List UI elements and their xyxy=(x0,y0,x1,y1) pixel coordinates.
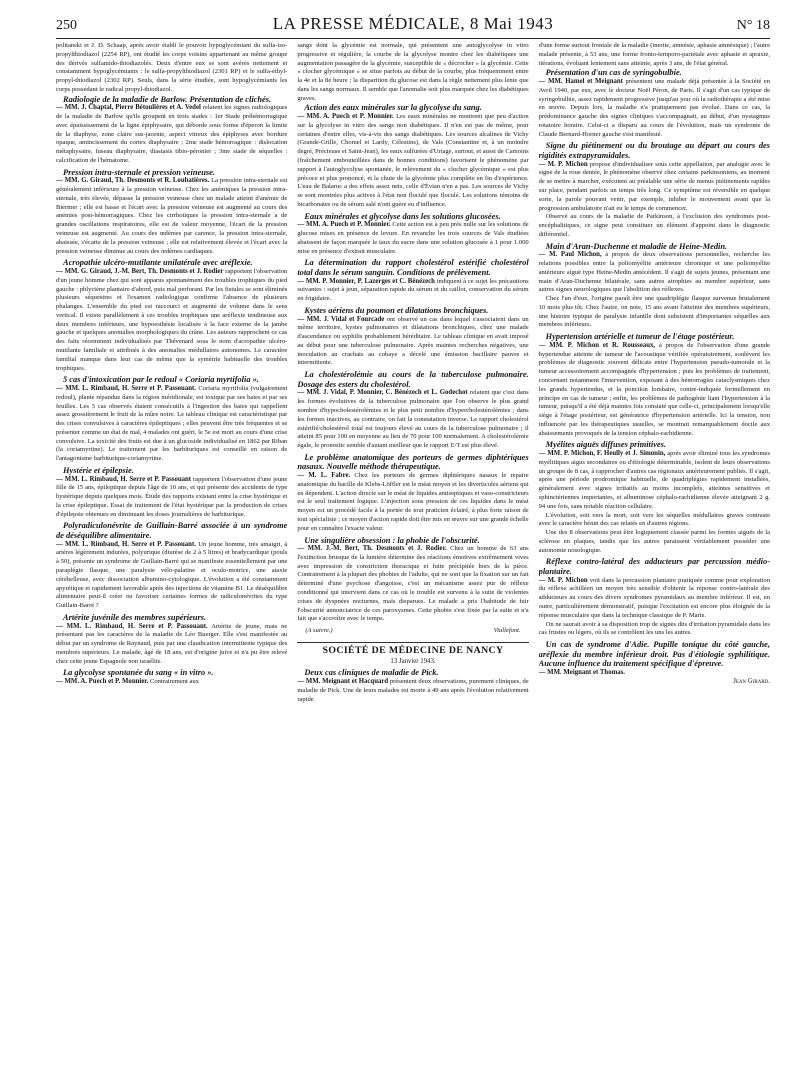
abstract-title: La glycolyse spontanée du sang « in vitro ». xyxy=(63,668,214,678)
abstract-body: Observé au cours de la maladie de Parkinson, à l'exclusion des syndromes post-encéphalitiques, ce signe peut constituer un élément d'appoint dans le diagnostic différentiel. xyxy=(538,213,770,238)
abstract-body: rapportent l'observation d'un jeune homme chez qui sont apparus spontanément des troubles trophiques du pied gauche : phlyctène plantaire d'abord, puis mal perforant. Par les fistules se sont éliminés plusieurs séquestres et l'examen radiologique confirme l'absence de plusieurs phalanges. L'ensemble du pied est raccourci et augmenté de volume dans le sens vertical. Il existe parallèlement à ces troubles trophiques une aréflexie tendineuse aux deux membres inférieurs, une hypoesthésie localisée à la face externe de la jambe gauche et quelques anomalies morphologiques du crâne. Les auteurs rapprochent ce cas des faits récemment individualisés par Thévenard sous le nom d'acropathie ulcéro-mutilante familiale et attribués à des anomalies médullaires autonomes. Le caractère familial manque dans leur cas de même que la symétrie habituelle des troubles trophiques. xyxy=(56,267,288,372)
abstract-title: La détermination du rapport cholestérol estérifié cholestérol total dans le sérum sanguin. Conditions de prélèvement. xyxy=(297,258,529,277)
abstract-authors: — MM. G. Giraud, J.-M. Bert, Th. Desmonts et J. Rodier xyxy=(56,267,224,275)
abstract-barlow xyxy=(56,95,287,166)
abstract-authors: — MM. J. Vidal et Fourcade xyxy=(297,315,385,323)
column-2 xyxy=(297,42,528,1072)
abstract-body: indiquent à ce sujet les précautions suivantes : sujet à jeun, séparation rapide du sérum et du caillot, conservation du sérum en frigidaire. xyxy=(297,277,529,303)
abstract-authors: — MM. A. Puech et P. Monnier. xyxy=(297,113,394,121)
abstract-title: Une singulière obsession : la phobie de l'obscurité. xyxy=(304,535,480,545)
abstract-title: Artérite juvénile des membres supérieurs. xyxy=(63,612,207,622)
abstract-authors: — MM. Meignant et Thomas. xyxy=(538,668,625,676)
abstract-body: Coriaria myrtifolia (vulgairement redoul), plante répandue dans la région méridionale, est toxique par ses baies et par ses feuilles. Les 5 cas observés étaient consécutifs à l'ingestion des baies qui rappellent assez grossièrement le fruit de la mûre noire. Le tableau clinique est caractéristique par des crises convulsives à caractères épileptiques ; elles peuvent être très fréquentes et se présenter comme un état de mal, 4 malades ont guéri, le 5e est mort au cours d'une crise convulsive. La toxicité des fruits est due à un glucoside individualisé en 1862 par Riban (la coriamyrtine). Le traitement par les barbituriques est conseillé en raison de l'antagonisme barbiturique-coriamyrtine. xyxy=(56,384,288,463)
abstract-title: Réflexe contro-latéral des adducteurs par percussion médio-plantaire. xyxy=(538,557,770,576)
to-be-continued: (A suivre.) xyxy=(305,627,333,635)
abstract-title: La cholestérolémie au cours de la tuberculose pulmonaire. Dosage des esters du cholestérol. xyxy=(297,370,529,389)
abstract-body: Cette action est à peu près nulle sur les solutions de glucose mises en présence de levure. En revanche les trois sources de Vals étudiées abaissent de façon marquée le taux du sucre dans une solution glucosée à 1 pour 1.000 mise en présence d'extrait musculaire. xyxy=(297,221,529,255)
abstract-title: Eaux minérales et glycolyse dans les solutions glucosées. xyxy=(304,211,501,221)
abstract-body: après avoir éliminé tous les syndromes myélitiques aigus secondaires ou d'étiologie déterminable, isolent de leurs observations un groupe de 8 cas, à rapprocher d'autres cas régionaux antérieurement publiés. Il s'agit, après une période prodromique habituelle, de quadriplégies rapidement installées, généralement avec signes irritatifs au moins incomplets, atteintes sensitives et sphinctériennes importantes, et albuminose céphalo-rachidienne élevée atteignant 2 g. 94 une fois, sans notable réaction cellulaire. xyxy=(538,450,770,510)
abstract-body: Chez l'un d'eux, l'origine paraît être une quadriplégie flasque survenue brutalement 10 mois plus tôt. Chez l'autre, on note, 15 ans avant l'atteinte des membres supérieurs, une histoire typique de paralysie infantile dont subsistent d'importantes séquelles aux membres inférieurs. xyxy=(538,295,770,329)
abstract-title: Main d'Aran-Duchenne et maladie de Heine-Medin. xyxy=(545,241,728,251)
abstract-kystes xyxy=(297,306,528,368)
abstract-authors: — MM. Hamel et Meignant xyxy=(538,77,623,85)
abstract-body: L'évolution, soit vers la mort, soit vers les séquelles médullaires graves contraste avec le caractère bénin des cas relatés en d'autres régions. xyxy=(538,511,770,528)
abstract-authors: — MM. P. Michon, F. Heully et J. Simonin, xyxy=(538,450,666,458)
abstract-authors: — M. P. Michon xyxy=(538,160,588,168)
abstract-title: Polyradiculonévrite de Guillain-Barré associée à un syndrome de déséquilibre alimentaire. xyxy=(56,521,288,541)
abstract-title: Hystérie et épilepsie. xyxy=(63,465,134,475)
abstract-authors: — MM. L. Rimbaud, H. Serre et P. Passouant. xyxy=(56,384,196,392)
abstract-obscurite xyxy=(297,536,528,625)
column-continuation: sangs dont la glycémie est normale, qui présentent une autoglycolyse in vitro progressive et régulière, la courbe de la glycolyse montre chez les diabétiques une augmentation passagère de la glycémie, susceptible de « décrocher » la glycémie. Cette « clocher glycémique » se situe parfois au début de la courbe, plus fréquemment entre la 4e et la 8e heure ; la disparition du glucose est dans la règle nettement plus lente que dans les sangs normaux. Il semble que l'anomalie soit plus marquée chez les diabétiques graves. xyxy=(297,42,529,102)
column-continuation: d'une forme surtout frontale de la maladie (inertie, amnésie, aphasie amnésique) ; l'autre malade présente, à 53 ans, une forme fronto-temporo-pariétale avec aphasie et apraxie, itérations, évoluant lentement sans atteinte, après 3 ans, de l'état général. xyxy=(538,42,770,67)
signoff-name: Viallefont. xyxy=(493,627,521,635)
abstract-arterite xyxy=(56,613,287,667)
abstract-reflexe xyxy=(539,557,770,638)
abstract-body: présentent deux observations, purement cliniques, de maladie de Pick. Une de leurs malades est morte à 49 ans après l'évolution relativement rapide xyxy=(297,678,529,703)
abstract-title: Myélites aiguës diffuses primitives. xyxy=(545,440,667,450)
signature: Jean Girard. xyxy=(733,677,770,685)
abstract-hysterie xyxy=(56,466,287,520)
abstract-title: 5 cas d'intoxication par le redoul « Coriaria myrtifolia ». xyxy=(63,375,259,385)
abstract-diphteriques xyxy=(297,453,528,534)
abstract-authors: — MM. L. Rimbaud, H. Serre et P. Passouant. xyxy=(56,622,208,630)
abstract-body: Un jeune homme, très amaigri, à artères légèrement indurées, polyurique (diurèse de 2 à 5 litres) et bradycardique (pouls à 50), présente un syndrome de Guillain-Barré qui se manifeste essentiellement par une paraplégie flasque, une paralysie vélo-palatine et oculo-motrice, une ataxie cérébelleuse, avec dissociation albumino-cytologique. L'évolution a été constamment apyrétique et rapidement favorable après des injections de vitamine B1. Le déséquilibre alimentaire peut-il créer ou favoriser certaines formes de radiculonévrites du type Guillain-Barré ? xyxy=(56,540,288,610)
abstract-title: Pression intra-sternale et pression veineuse. xyxy=(63,167,215,177)
abstract-body: Artérite de jeune, mais ne présentant pas les caractères de la maladie de Léo Buerger. Elle s'est manifestée au début par un syndrome de Raynaud, puis par une claudication intermittente typique des membres supérieurs. Le malade, âgé de 18 ans, est d'origine juive et n'a pu être relevé chez cette jeune Espagnole non israélite. xyxy=(56,622,288,665)
abstract-title: Radiologie de la maladie de Barlow. Présentation de clichés. xyxy=(63,94,272,104)
text-columns xyxy=(56,42,770,1072)
abstract-body: Chez les porteurs de germes diphtériques nasaux le repaire anatomique du bacille de Klebs-Löffler est le méat moyen et les diverticules aériens qui en dépendent. L'action directe sur le méat de liquides antiseptiques et vaso-constricteurs est le seul traitement logique. L'injection sous pression de ces liquides dans le méat moyen est un procédé facile à la portée de tout praticien éclairé, à plus forte raison de tout spécialiste ; ce moyen d'action rapide doit être mis en œuvre sur une grande échelle pour en connaître l'exacte valeur. xyxy=(297,472,529,532)
abstract-body: voit dans la percussion plantaire pratiquée comme pour exploration du réflexe achilléen un moyen très sensible d'obtenir la réponse contro-latérale des adducteurs au cours des divers syndromes pyramidaux au membre inférieur. Il est, en outre, particulièrement démonstratif, puisque l'excitation est encore plus éloignée de la réponse musculaire que dans la technique classique de P. Marie. xyxy=(538,576,770,619)
abstract-authors: — M. L. Fabre. xyxy=(297,472,351,480)
abstract-eaux-minerales xyxy=(297,103,528,209)
abstract-body: Chez un homme de 63 ans l'extinction brusque de la lumière détermine des réactions émotives extrêmement vives avec impression de constriction thoracique et fuite précipitée hors de la pièce. Contrairement à la plupart des phobies de l'adulte, qui ne sont que la fixation sur un fait déterminé d'une psychose d'angoisse, c'est un mécanisme assez pur de réflexe conditionné qui intervient dans ce cas où le trouble est survenu à la suite de violentes crises de dyspnées nocturnes, mais disparues. Le malade a pris l'habitude de fuir l'obscurité annonciatrice de ces paroxysmes. Cette phobie s'est fixée par la suite et n'a fait que s'accroître avec le temps. xyxy=(297,545,529,623)
abstract-body: relatent les signes radiologiques de la maladie de Barlow qu'ils groupent en trois stades : 1er Stade préhémorragique avec épaississement de la ligne épiphysaire, qui déborde sous forme d'éperon la limite de la diaphyse, zone claire sus-jacente, aspect vitreux des épiphyses avec bordure opaque, amincissement du cortex diaphysaire ; 2me stade hémorragique : dislocation métaphysaire, fuseau diaphysaire, diastasis tibio-péronier ; 3me stade de séquelles : calcification de l'hématome. xyxy=(56,104,288,164)
column-3 xyxy=(539,42,770,1072)
signoff xyxy=(305,627,520,636)
abstract-authors: — MM. L. Rimbaud, H. Serre et P. Passouant xyxy=(56,475,192,483)
abstract-title: Kystes aériens du poumon et dilatations bronchiques. xyxy=(304,305,489,315)
abstract-authors: — M. Paul Michon, xyxy=(538,251,602,259)
column-continuation: politanski et J. D. Schaap, après avoir établi le pouvoir hypoglycémiant du sulfa-iso-propylthiodiazol (2254 RP), ont étudié les corps voisins appartenant au même groupe des dérivés sulfamido-thiodiazolés. Deux d'entre eux se sont avérés nettement et constamment hypoglycémiants : le sulfa-propylthiodiazol (2301 RP) et le sulfa-éthyl-propyl-thiodiazol (2302 RP). Seuls, dans la série étudiée, sont hypoglycémiants les corps possédant le radical propyl-thiodiazol. xyxy=(56,42,288,93)
society-heading xyxy=(297,642,528,667)
abstract-title: Présentation d'un cas de syringobulbie. xyxy=(545,68,682,78)
abstract-body: Une des 8 observations peut être logiquement classée parmi les formes aiguës de la sclérose en plaques, tandis que les autres paraissent véritablement posséder une autonomie nosologique. xyxy=(538,529,770,554)
abstract-body: Les eaux minérales ne montrent que peu d'action sur la glycolyse in vitro des sangs non diabétiques. Il n'en est pas de même, pour certaines d'entre elles, vis-à-vis des sangs diabétiques. Les sources alcalines de Vichy (Grande-Grille, Chomel et Lardy, Célestins), de Vals (Constantine et, à un moindre degré, Précieuse et Saint-Jean), les eaux sulfurées d'Uriage, surtout, et aussi de Camoins (fraîchement embouteillées dans de bonnes conditions) favorisent le phénomène par rapport à l'autoglycolyse spontanée, le relèvement du « clocher glycémique » est plus précoce et plus prononcé, et la chute de la glycémie plus complète en fin d'expérience. L'eau de Balaruc a des effets assez nets, celle d'Évian n'en a pas. Les sources de Vichy se sont montrées plus actives à l'état non floculé que floculé. Les solutions témoins de bicarbonates ou de sérum salé n'ont guère eu d'influence. xyxy=(297,113,529,208)
abstract-glycolyse xyxy=(56,668,287,686)
abstract-authors: — MM. Meignant et Hacquard xyxy=(297,678,389,686)
abstract-body: rapportent l'observation d'une jeune fille de 15 ans, épileptique depuis l'âge de 10 ans, et qui présente des accidents de type hystérique depuis quelques mois. Étude des rapports existant entre la crise hystérique et la crise épileptique. Essai de traitement de l'état hystérique par la production de crises d'épilepsie obtenues en diminuant les doses journalières de barbiturique. xyxy=(56,475,288,518)
journal-title: LA PRESSE MÉDICALE, 8 Mai 1943 xyxy=(272,14,554,33)
abstract-body: propose d'individualiser sous cette appellation, par analogie avec le signe de la roue dentée, le phénomène observé chez certains parkinsoniens, au moment de se mettre à marcher, exécutent au préalable une série de menus piétinements rapides sur place, pendant parfois un temps très long. Ce symptôme est réversible en quelque sorte, la parole pouvant venir, par exemple, inhiber le mouvement avant que la progression ambulatoire n'ait eu le temps de commencer. xyxy=(538,160,770,212)
society-date: 13 Janvier 1943. xyxy=(390,657,436,665)
running-header xyxy=(56,14,770,39)
abstract-guillain-barre xyxy=(56,521,287,610)
abstract-authors: — M. P. Michon xyxy=(538,576,588,584)
abstract-authors: — MM. P. Michon et R. Rousseaux, xyxy=(538,341,656,349)
abstract-syringobulbie xyxy=(539,68,770,139)
abstract-title: Acropathie ulcéro-mutilante unilatérale avec aréflexie. xyxy=(63,258,253,268)
abstract-body: On ne saurait avoir à sa disposition trop de signes dits d'irritation pyramidale dans les cas frustes ou légers, où ils se contrôlent les uns les autres. xyxy=(538,620,770,637)
abstract-myelites xyxy=(539,440,770,555)
abstract-pick xyxy=(297,668,528,704)
abstract-body: à propos de deux observations personnelles, recherche les relations possibles entre la poliomyélite antérieure chronique et une poliomyélite antérieure aiguë type Heine-Medin antécédent. Il s'agit de sujets jeunes, présentant une main d'Aran-Duchenne bilatérale, sans autres atrophies au membre supérieur, sans autres signes neurologiques que l'abolition des réflexes. xyxy=(538,251,770,294)
abstract-title: Deux cas cliniques de maladie de Pick. xyxy=(304,668,439,678)
abstract-body: ont observé un cas dans lequel s'associaient dans un même territoire, kystes pulmonaires et dilatations bronchiques, chez une malade d'ascendance ou syphilis probablement héréditaire. Le tableau clinique en avait imposé au début pour une tuberculose pulmonaire. Après maintes recherches négatives, une inoculation au crachats au cobaye a décelé une émission bacillaire pauvre et intermittente. xyxy=(297,315,529,367)
society-title: SOCIÉTÉ DE MÉDECINE DE NANCY xyxy=(297,642,528,656)
abstract-authors: — MM. J.-M. Bert, Th. Desmonts et J. Rodier. xyxy=(297,545,447,553)
abstract-acropathie xyxy=(56,258,287,373)
abstract-authors: — MM. J. Chaptal, Pierre Bétoulières et A. Vedel xyxy=(56,104,201,112)
abstract-title: Hypertension artérielle et tumeur de l'étage postérieur. xyxy=(545,332,735,342)
abstract-authors: — MM. J. Vidal, P. Monnier, C. Bénézech et L. Godechot xyxy=(297,389,468,397)
abstract-solutions-glucosees xyxy=(297,212,528,257)
abstract-body: à propos de l'observation d'une grande hypertendue atteinte de tumeur de l'acoustique vérifiée opératoirement, soulèvent les problèmes de diagnostic souvent délicats entre l'hypertension pseudo-tumorale et la tumeur accessoirement accompagnée d'hypertension ; puis les problèmes de traitement, concernant notamment l'intervention, exposant à des hémorragies cataclysmiques chez les grands hypertendus, et la ponction lombaire, contre-indiquée formellement en principe en cas de tumeur ; enfin, les problèmes de pathogénie liant l'hypertension à la tumeur, puisqu'il a été déjà maintes fois constaté que celle-ci, principalement lorsqu'elle siège à l'étage postérieur, est génératrice d'hypertension artérielle. Ici la tension, non influencée par les thérapeutiques usuelles, se montrait remarquablement docile aux abaissements provoqués de la tension céphalo-rachidienne. xyxy=(538,341,770,437)
abstract-aran-duchenne xyxy=(539,242,770,331)
abstract-pression xyxy=(56,168,287,257)
abstract-body: La pression intra-sternale est généralement inférieure à la pression veineuse. Chez les anémiques la pression intra-sternale, très élevée, dépasse la pression veineuse chez un malade atteint d'anémie de Biermer ; elle est basse et l'écart avec la pression veineuse est augmenté au cours des anémies post-hémorragiques. Chez les cirrhotiques la pression intra-sternale a de grandes oscillations respiratoires, elle est de valeur moyenne, l'écart de la pression veineuse est augmenté. Au cours des œdèmes par carence, la pression intra-sternale, abaissée, s'écarte de la pression veineuse ; elle est relativement élevée et l'écart avec la pression veineuse diminue au cours des œdèmes cardiaques. xyxy=(56,177,288,255)
abstract-body: Contrairement aux xyxy=(150,678,199,685)
abstract-title: Un cas de syndrome d'Adie. Pupille tonique du côté gauche, aréflexie du membre inférieur droit. Pas d'étiologie syphilitique. Aucune influence du traitement spécifique d'épreuve. xyxy=(538,640,770,669)
abstract-cholesterolemie xyxy=(297,370,528,451)
abstract-adie xyxy=(539,640,770,686)
abstract-coriaria xyxy=(56,375,287,464)
abstract-pietinement xyxy=(539,141,770,239)
abstract-body: relatent que c'est dans les formes évolutives de la tuberculose pulmonaire que l'on observe le plus grand nombre d'hypocholestérolémies et le plus petit nombre d'hypercholestérolémies ; dans les formes inactives, au contraire, on fait la constatation inverse. Le rapport cholestérol estérifié/cholestérol total est toujours élevé au cours de la tuberculose pulmonaire ; il atteint 85 pour 100 en moyenne au lieu de 70 pour 100 normalement. A cholestérolémie égale, le pronostic semble d'autant meilleur que le rapport E/T est plus élevé. xyxy=(297,389,529,450)
abstract-authors: — MM. A. Puech et P. Monnier. xyxy=(297,221,391,229)
abstract-authors: — MM. P. Monnier, P. Lazerges et C. Bénézech xyxy=(297,277,435,285)
column-1 xyxy=(56,42,287,1072)
abstract-authors: — MM. G. Giraud, Th. Desmonts et R. Loubatières. xyxy=(56,177,210,185)
abstract-authors: — MM. A. Puech et P. Monnier. xyxy=(56,678,149,685)
abstract-title: Le problème anatomique des porteurs de germes diphtériques nasaux. Nouvelle méthode thérapeutique. xyxy=(297,452,529,472)
abstract-hypertension xyxy=(539,332,770,438)
abstract-body: présentent une malade déjà présentée à la Société en Avril 1940, par eux, avec le docteur Noël Péron, de Paris. Il s'agit d'un cas typique de syringobulbie, assez rapidement progressive jusqu'au jour où la radiothérapie a été mise en œuvre. Depuis lors, la maladie n'a pratiquement pas évolué. Dans ce cas, la prédominance gauche des signes cliniques s'accompagnait, au début, d'un nystagmus rotatoire horaire. Celui-ci a disparu au cours de l'évolution, mais un syndrome de Claude Bernard-Horner gauche s'est manifesté. xyxy=(538,77,770,138)
abstract-authors: — MM. L. Rimbaud, H. Serre et P. Passouant. xyxy=(56,540,196,548)
page-number: 250 xyxy=(56,18,77,33)
issue-number: N° 18 xyxy=(736,18,770,33)
abstract-cholesterol xyxy=(297,258,528,304)
abstract-title: Signe du piétinement ou du broutage au départ au cours des rigidités extrapyramidales. xyxy=(538,141,770,160)
abstract-title: Action des eaux minérales sur la glycolyse du sang. xyxy=(304,103,482,113)
